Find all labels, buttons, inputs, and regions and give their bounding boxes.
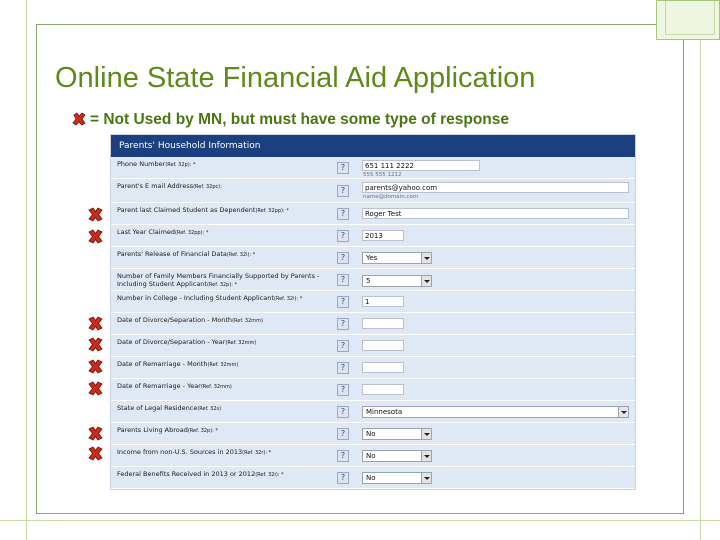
text-input[interactable]: 1 [362,296,404,307]
dropdown-value: No [366,452,376,460]
dropdown-value: No [366,474,376,482]
question-mark-icon[interactable]: ? [337,384,349,396]
dropdown-select[interactable] [362,428,432,440]
field-label [117,228,335,237]
dropdown-select[interactable] [362,252,432,264]
question-mark-icon[interactable]: ? [337,296,349,308]
parents-household-form [110,134,636,490]
field-label-text: Parents' Release of Financial Data [117,250,227,258]
question-mark-icon[interactable]: ? [337,318,349,330]
form-row [111,401,635,423]
decorative-line [0,520,720,521]
field-label [117,206,335,215]
field-reference: (Ref. 32mm) [207,362,239,368]
question-mark-icon[interactable]: ? [337,274,349,286]
field-reference: (Ref. 32i): * [226,252,256,258]
field-reference: (Ref. 32i): * [255,472,284,478]
form-row [111,225,635,247]
legend-note-text: = Not Used by MN, but must have some type of response [90,111,510,128]
text-input[interactable] [362,340,404,351]
question-mark-icon[interactable]: ? [337,450,349,462]
field-label-text: Parent's E mail Address [117,182,194,190]
field-label-text: State of Legal Residence [117,404,198,412]
field-label [117,448,335,457]
corner-decoration [656,0,720,40]
dropdown-select[interactable] [362,406,629,418]
question-mark-icon[interactable]: ? [337,428,349,440]
text-input[interactable]: 651 111 2222 [362,160,480,171]
red-x-icon [72,112,86,126]
field-label-text: Parent last Claimed Student as Dependent [117,206,256,214]
dropdown-select[interactable] [362,275,432,287]
question-mark-icon[interactable]: ? [337,208,349,220]
text-input[interactable]: Roger Test [362,208,629,219]
form-row [111,313,635,335]
field-label [117,182,335,191]
field-label-text: Last Year Claimed [117,228,176,236]
form-row [111,157,635,179]
form-row [111,423,635,445]
decorative-line [700,0,701,540]
question-mark-icon[interactable]: ? [337,162,349,174]
field-reference: (Ref. 32p): * [165,162,196,168]
field-reference: (Ref. 32i): * [273,296,303,302]
field-label-text: Parents Living Abroad [117,426,188,434]
field-reference: (Ref. 32p): * [187,428,218,434]
text-input[interactable]: parents@yahoo.com [362,182,629,193]
field-reference: (Ref. 32s) [197,406,222,412]
red-x-icon [87,446,104,461]
field-example-hint: name@domain.com [363,194,419,200]
field-label [117,404,335,413]
text-input[interactable] [362,318,404,329]
red-x-icon [87,207,104,222]
dropdown-value: Minnesota [366,408,403,416]
field-label-text: Date of Divorce/Separation - Month [117,316,233,324]
red-x-icon [87,381,104,396]
red-x-icon [87,316,104,331]
question-mark-icon[interactable]: ? [337,230,349,242]
chevron-down-icon[interactable] [421,276,431,286]
chevron-down-icon[interactable] [421,253,431,263]
form-row [111,335,635,357]
form-row [111,357,635,379]
form-row [111,445,635,467]
field-reference: (Ref. 32pc): [193,184,222,190]
question-mark-icon[interactable]: ? [337,252,349,264]
chevron-down-icon[interactable] [421,429,431,439]
question-mark-icon[interactable]: ? [337,362,349,374]
text-input[interactable] [362,384,404,395]
red-x-icon [87,337,104,352]
chevron-down-icon[interactable] [421,473,431,483]
dropdown-select[interactable] [362,472,432,484]
slide-title: Online State Financial Aid Application [55,62,536,94]
field-label [117,338,335,347]
field-label [117,470,335,479]
field-label-text: Federal Benefits Received in 2013 or 2012 [117,470,256,478]
field-reference: (Ref. 32mm) [200,384,232,390]
field-label-text: Phone Number [117,160,166,168]
field-label [117,382,335,391]
form-header: Parents' Household Information [111,135,635,157]
dropdown-value: Yes [366,254,378,262]
form-row [111,269,635,291]
field-label [117,160,335,169]
question-mark-icon[interactable]: ? [337,406,349,418]
field-reference: (Ref. 32pp): * [175,230,209,236]
field-label-text: Income from non-U.S. Sources in 2013 [117,448,243,456]
legend-note [72,111,509,129]
field-reference: (Ref. 32mm) [232,318,263,324]
field-label [117,272,335,289]
form-row [111,467,635,489]
decorative-line [26,0,27,540]
field-label-text: Number in College - Including Student Applicant [117,294,274,302]
field-label [117,250,335,259]
question-mark-icon[interactable]: ? [337,185,349,197]
text-input[interactable]: 2013 [362,230,404,241]
question-mark-icon[interactable]: ? [337,472,349,484]
red-x-icon [87,229,104,244]
form-row [111,203,635,225]
field-example-hint: 555 555 1212 [363,172,402,178]
form-row [111,247,635,269]
field-label-text: Date of Divorce/Separation - Year [117,338,226,346]
field-reference: (Ref. 32mm) [225,340,257,346]
dropdown-select[interactable] [362,450,432,462]
field-reference: (Ref. 32pp): * [255,208,289,214]
red-x-icon [87,426,104,441]
dropdown-value: No [366,430,376,438]
field-label [117,316,335,325]
field-label-text: Date of Remarriage - Month [117,360,208,368]
chevron-down-icon[interactable] [421,451,431,461]
text-input[interactable] [362,362,404,373]
field-reference: (Ref. 32p): * [206,282,238,288]
field-label-text: Date of Remarriage - Year [117,382,201,390]
dropdown-value: 5 [366,277,371,285]
form-row [111,179,635,203]
chevron-down-icon[interactable] [618,407,628,417]
field-label-text: Number of Family Members Financially Supported by Parents - Including Student Applicant [117,272,320,288]
field-label [117,294,335,303]
red-x-icon [87,359,104,374]
field-label [117,360,335,369]
form-row [111,291,635,313]
question-mark-icon[interactable]: ? [337,340,349,352]
form-row [111,379,635,401]
field-label [117,426,335,435]
field-reference: (Ref. 32r): * [242,450,272,456]
